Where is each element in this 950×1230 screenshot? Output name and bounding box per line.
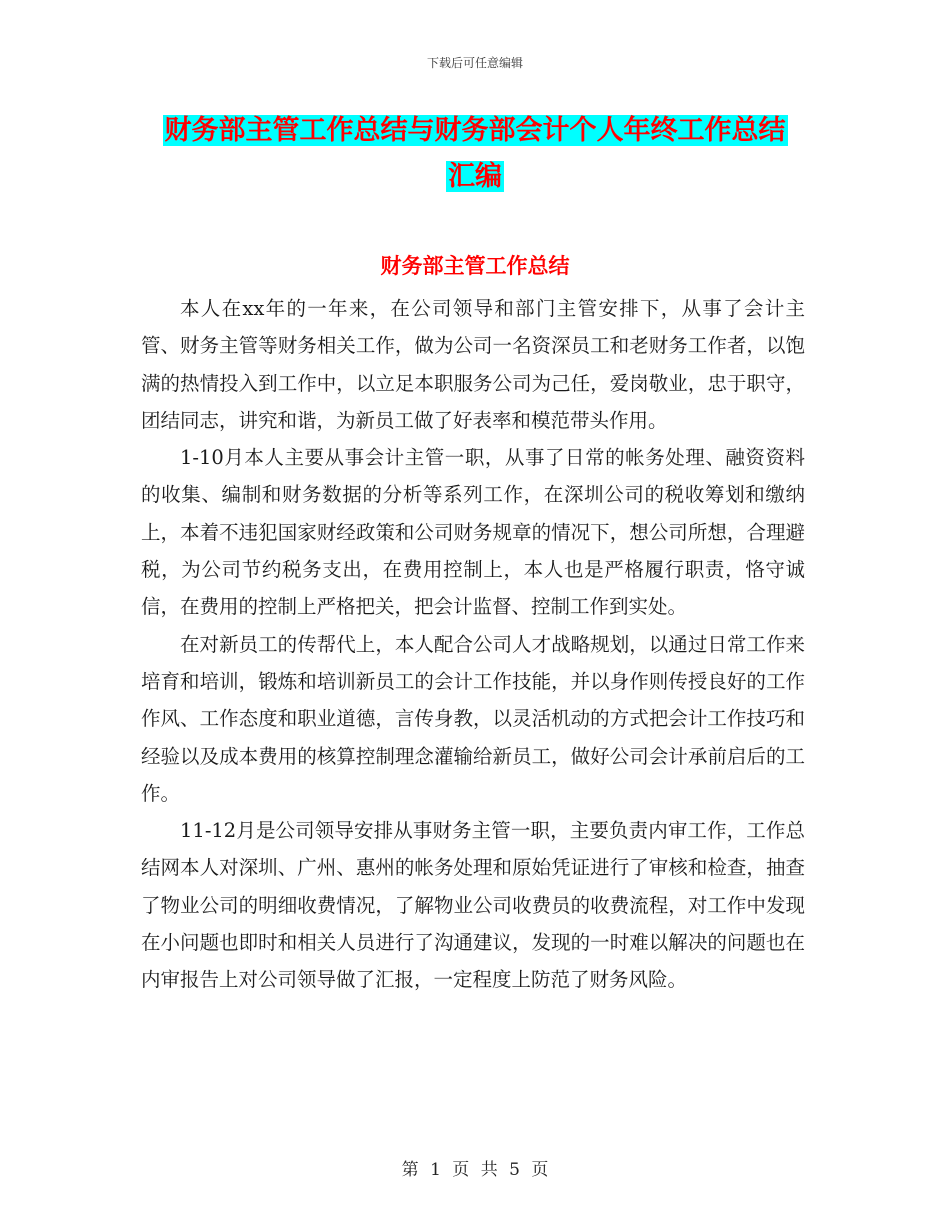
page-header-note: 下载后可任意编辑 (426, 56, 523, 70)
body-paragraph: 1-10月本人主要从事会计主管一职，从事了日常的帐务处理、融资资料的收集、编制和财务数据的分析等系列工作，在深圳公司的税收筹划和缴纳上，本着不违犯国家财经政策和公司财务规章的情况下，想公司所想，合理避税，为公司节约税务支出，在费用控制上，本人也是严格履行职责，恪守诚信，在费用的控制上严格把关，把会计监督、控制工作到实处。 (141, 446, 805, 619)
document-title-line-2: 汇编 (448, 161, 502, 192)
section-title: 财务部主管工作总结 (380, 254, 570, 278)
document-title (0, 108, 950, 200)
body-paragraph: 在对新员工的传帮代上，本人配合公司人才战略规划，以通过日常工作来培育和培训，锻炼和培训新员工的会计工作技能，并以身作则传授良好的工作作风、工作态度和职业道德，言传身教，以灵活机动的方式把会计工作技巧和经验以及成本费用的核算控制理念灌输给新员工，做好公司会计承前启后的工作。 (141, 632, 805, 805)
page-number-footer: 第 1 页 共 5 页 (401, 1160, 549, 1180)
body-paragraph: 本人在xx年的一年来，在公司领导和部门主管安排下，从事了会计主管、财务主管等财务相关工作，做为公司一名资深员工和老财务工作者，以饱满的热情投入到工作中，以立足本职服务公司为己任，爱岗敬业，忠于职守，团结同志，讲究和谐，为新员工做了好表率和模范带头作用。 (141, 297, 805, 432)
body-paragraph: 11-12月是公司领导安排从事财务主管一职，主要负责内审工作，工作总结网本人对深圳、广州、惠州的帐务处理和原始凭证进行了审核和检查，抽查了物业公司的明细收费情况，了解物业公司收费员的收费流程，对工作中发现在小问题也即时和相关人员进行了沟通建议，发现的一时难以解决的问题也在内审报告上对公司领导做了汇报，一定程度上防范了财务风险。 (141, 819, 805, 992)
document-body (141, 290, 805, 999)
document-title-line-1: 财务部主管工作总结与财务部会计个人年终工作总结 (164, 115, 786, 146)
